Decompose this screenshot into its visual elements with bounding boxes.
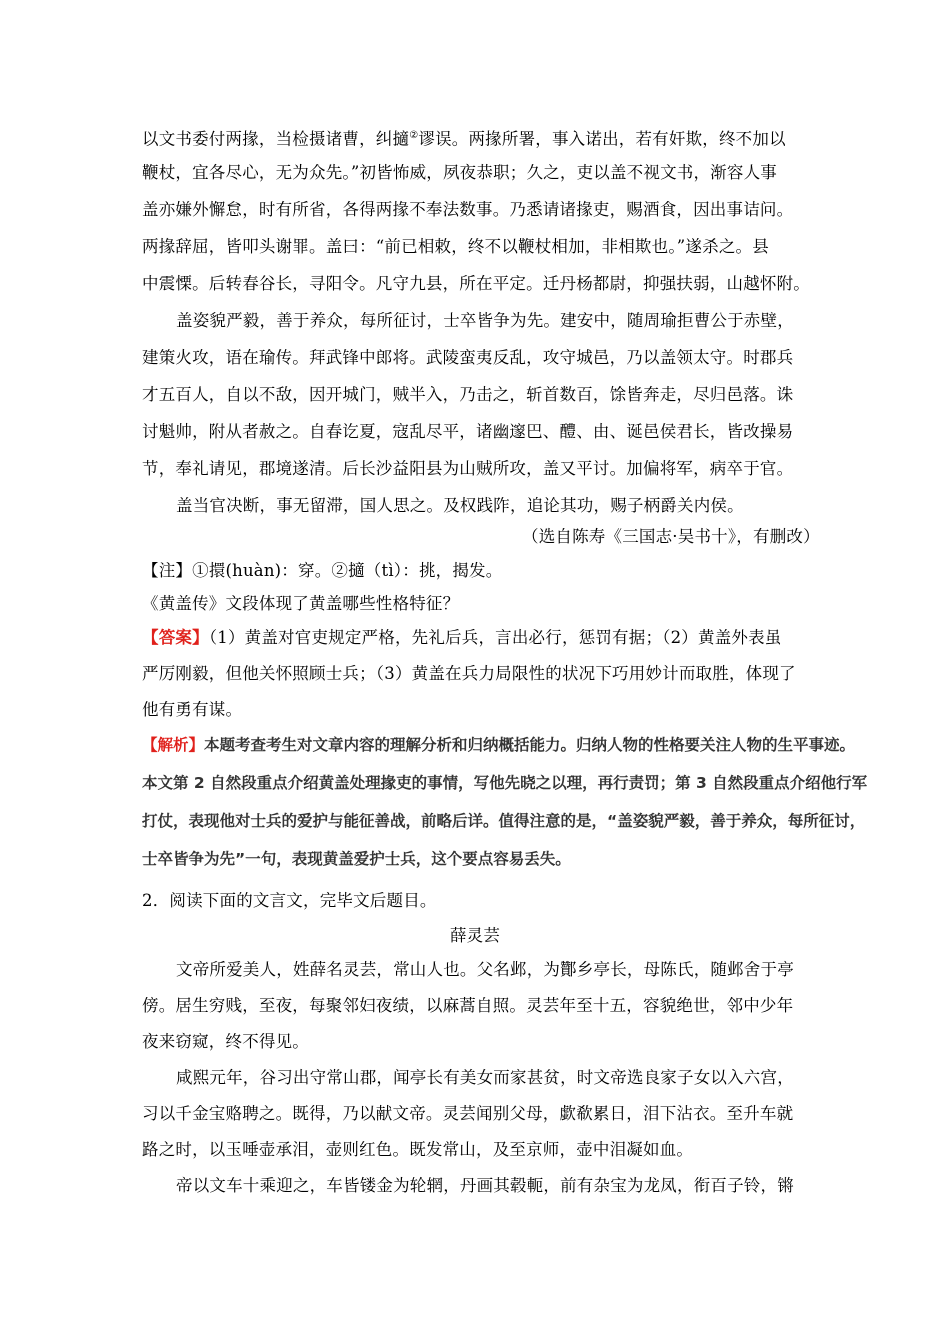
text-fragment: 谬误。两掾所署，事入诺出，若有奸欺，终不加以 — [418, 129, 786, 149]
analysis-line: 士卒皆争为先”一句，表现黄盖爱护士兵，这个要点容易丢失。 — [142, 850, 571, 868]
footnote-marker: ② — [409, 130, 419, 141]
text-fragment: 本题考查考生对文章内容的理解分析和归纳概括能力。归纳人物的性格要关注人物的生平事迹。 — [204, 736, 856, 754]
question: 《黄盖传》文段体现了黄盖哪些性格特征？ — [142, 594, 460, 613]
text-line: 才五百人，自以不敌，因开城门，贼半入，乃击之，斩首数百，馀皆奔走，尽归邑落。诛 — [142, 385, 794, 404]
footnote: 【注】①擐(huàn)：穿。②擿（tì）：挑，揭发。 — [142, 561, 503, 580]
text-line: 文帝所爱美人，姓薛名灵芸，常山人也。父名邺，为酇乡亭长，母陈氏，随邺舍于亭 — [176, 960, 794, 979]
answer-line: 严厉刚毅，但他关怀照顾士兵；（3）黄盖在兵力局限性的状况下巧用妙计而取胜，体现了 — [142, 664, 796, 683]
text-line: 帝以文车十乘迎之，车皆镂金为轮辋，丹画其毂軛，前有杂宝为龙凤，衔百子铃，锵 — [176, 1176, 794, 1195]
source-citation: （选自陈寿《三国志·吴书十》，有删改） — [522, 527, 820, 546]
text-line: 两掾辞屈，皆叩头谢罪。盖曰：“前已相敕，终不以鞭杖相加，非相欺也。”遂杀之。县 — [142, 237, 769, 256]
analysis-line: 打仗，表现他对士兵的爱护与能征善战，前略后详。值得注意的是，“盖姿貌严毅，善于养众，每所征讨， — [142, 812, 866, 830]
text-line: 鞭杖，宜各尽心，无为众先。”初皆怖威，夙夜恭职；久之，吏以盖不视文书，渐容人事 — [142, 163, 777, 182]
text-fragment: 以文书委付两掾，当检摄诸曹，纠擿 — [142, 129, 410, 149]
passage-title: 薛灵芸 — [449, 926, 501, 945]
analysis-line — [142, 735, 855, 755]
question-intro: 2．阅读下面的文言文，完毕文后题目。 — [142, 891, 437, 910]
text-line: 咸熙元年，谷习出守常山郡，闻亭长有美女而家甚贫，时文帝选良家子女以入六宫， — [176, 1068, 794, 1087]
analysis-line: 本文第 2 自然段重点介绍黄盖处理掾吏的事情，写他先晓之以理，再行责罚；第 3 自然段重点介绍他行军 — [142, 774, 868, 792]
text-line: 讨魁帅，附从者赦之。自春讫夏，寇乱尽平，诸幽邃巴、醴、由、诞邑侯君长，皆改操易 — [142, 422, 794, 441]
text-line: 傍。居生穷贱，至夜，每聚邻妇夜绩，以麻蒿自照。灵芸年至十五，容貌绝世，邻中少年 — [142, 996, 794, 1015]
text-line: 习以千金宝赂聘之。既得，乃以献文帝。灵芸闻别父母，歔欷累日，泪下沾衣。至升车就 — [142, 1104, 794, 1123]
answer-line: 他有勇有谋。 — [142, 700, 243, 719]
text-line: 盖姿貌严毅，善于养众，每所征讨，士卒皆争为先。建安中，随周瑜拒曹公于赤壁， — [176, 311, 794, 330]
text-line: 中震慄。后转春谷长，寻阳令。凡守九县，所在平定。迁丹杨都尉，抑强扶弱，山越怀附。 — [142, 274, 810, 293]
text-line: 建策火攻，语在瑜传。拜武锋中郎将。武陵蛮夷反乱，攻守城邑，乃以盖领太守。时郡兵 — [142, 348, 794, 367]
text-line: 盖亦嫌外懈怠，时有所省，各得两掾不奉法数事。乃悉请诸掾吏，赐酒食，因出事诘问。 — [142, 200, 794, 219]
text-line — [142, 126, 786, 150]
text-line: 夜来窃窥，终不得见。 — [142, 1032, 309, 1051]
answer-label: 【答案】 — [142, 628, 209, 647]
text-line: 节，奉礼请见，郡境遂清。后长沙益阳县为山贼所攻，盖又平讨。加偏将军，病卒于官。 — [142, 459, 794, 478]
analysis-label: 【解析】 — [142, 736, 205, 754]
text-line: 盖当官决断，事无留滞，国人思之。及权践阼，追论其功，赐子柄爵关内侯。 — [176, 496, 744, 515]
text-line: 路之时，以玉唾壶承泪，壶则红色。既发常山，及至京师，壶中泪凝如血。 — [142, 1140, 694, 1159]
answer-line — [142, 628, 782, 648]
text-fragment: （1）黄盖对官吏规定严格，先礼后兵，言出必行，惩罚有据；（2）黄盖外表虽 — [208, 628, 782, 647]
